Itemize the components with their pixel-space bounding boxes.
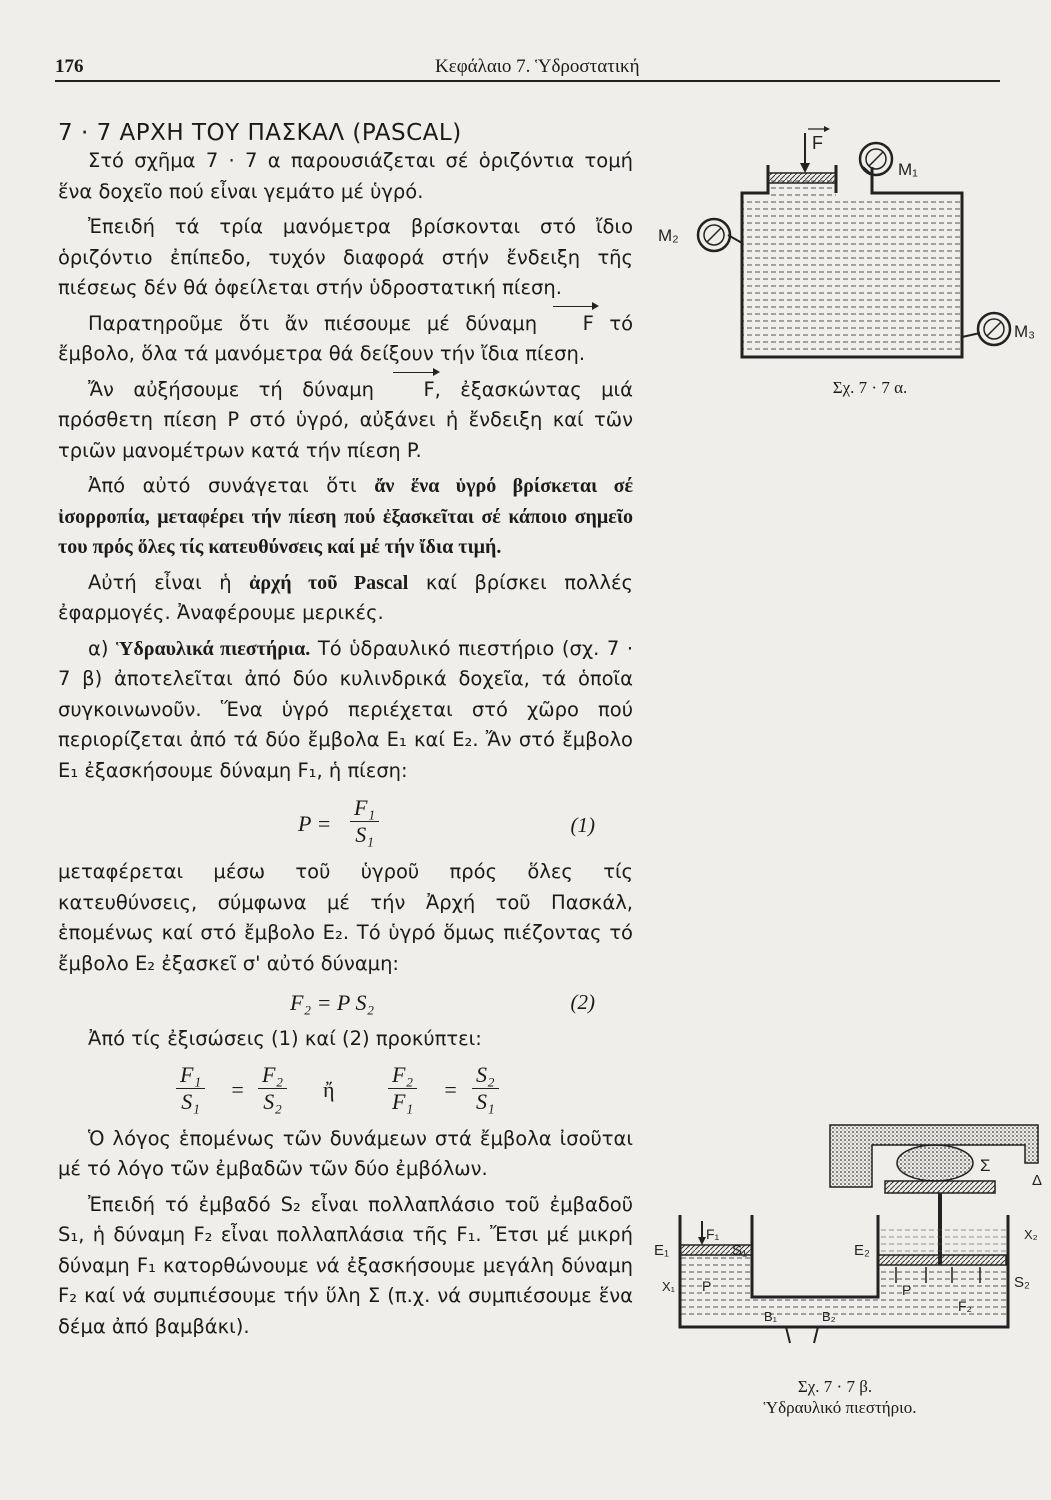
liquid-above-e2 bbox=[878, 1225, 1006, 1255]
force-label-arrowhead bbox=[824, 126, 830, 132]
header-rule bbox=[55, 80, 1000, 82]
p7-body: Τό ὑδραυλικό πιεστήριο (σχ. 7 · 7 β) ἀποτελεῖται ἀπό δύο κυλινδρικά δοχεῖα, τά ὁποῖα συγκοινωνοῦν. Ἕνα ὑγρό περιέχεται στό χῶρο πού περιορίζεται ἀπό τά δύο ἔμβολα E₁ καί E₂. Ἄν στό ἔμβολο E₁ ἐξασκήσουμε δύναμη F₁, ἡ πίεση: bbox=[58, 636, 634, 782]
paragraph-7 bbox=[58, 634, 633, 787]
p3-end: τό ἔμβολο, ὅλα τά μανόμετρα θά δείξουν τήν ἴδια πίεση. bbox=[58, 311, 634, 365]
p7-marker: α) bbox=[88, 636, 109, 660]
figure-7-7a bbox=[650, 115, 1045, 405]
equation-2 bbox=[58, 984, 633, 1024]
m2-label: M₂ bbox=[658, 226, 679, 245]
eq3-frac-2 bbox=[258, 1062, 287, 1115]
eq3-eq-1: = bbox=[230, 1076, 245, 1102]
figure-b-caption-number: Σχ. 7 · 7 β. bbox=[797, 1377, 873, 1396]
press-platform bbox=[885, 1181, 995, 1193]
liquid-small-cylinder bbox=[680, 1255, 752, 1317]
x2-label: X₂ bbox=[1024, 1227, 1038, 1242]
p6-start: Αὐτή εἶναι ἡ bbox=[88, 570, 232, 594]
e2-label: E₂ bbox=[854, 1242, 870, 1259]
m1-needle bbox=[869, 152, 883, 166]
valve-b2 bbox=[814, 1327, 818, 1343]
eq1-den: S₁ bbox=[355, 822, 374, 847]
eq1-num: F₁ bbox=[350, 795, 379, 822]
m2-needle bbox=[707, 228, 721, 242]
delta-label: Δ bbox=[1032, 1172, 1043, 1189]
m3-label: M₃ bbox=[1014, 322, 1036, 341]
p4-start: Ἄν αὐξήσουμε τή δύναμη bbox=[88, 377, 374, 401]
eq3-d2: S₂ bbox=[263, 1088, 282, 1114]
eq3-n3: F₂ bbox=[388, 1062, 417, 1089]
m1-label: M₁ bbox=[898, 160, 918, 179]
eq3-n4: S₂ bbox=[472, 1062, 499, 1089]
figure-b-caption-title: Ὑδραυλικό πιεστήριο. bbox=[763, 1398, 917, 1417]
sigma-label: Σ bbox=[980, 1156, 991, 1175]
paragraph-3 bbox=[58, 309, 633, 370]
f2-label: F₂ bbox=[958, 1298, 972, 1314]
valve-b1 bbox=[786, 1327, 790, 1343]
material-sigma bbox=[897, 1145, 973, 1181]
force-arrowhead bbox=[800, 163, 810, 173]
paragraph-4 bbox=[58, 375, 633, 467]
page-header bbox=[55, 52, 1000, 82]
liquid-large-cylinder bbox=[878, 1265, 1006, 1317]
x1-label: X₁ bbox=[662, 1279, 676, 1294]
s2-label: S₂ bbox=[1014, 1274, 1030, 1291]
b2-label: B₂ bbox=[822, 1309, 836, 1324]
equation-3 bbox=[58, 1060, 633, 1124]
p1-label: P bbox=[702, 1278, 712, 1294]
page-number: 176 bbox=[55, 56, 84, 77]
eq2-label: (2) bbox=[570, 990, 595, 1014]
eq3-frac-4 bbox=[472, 1062, 499, 1115]
paragraph-10: Ὁ λόγος ἑπομένως τῶν δυνάμεων στά ἔμβολα ἰσοῦται μέ τό λόγο τῶν ἐμβαδῶν τῶν δύο ἐμβόλων. bbox=[58, 1126, 633, 1180]
eq3-d4: S₁ bbox=[476, 1088, 495, 1114]
piston-e2 bbox=[878, 1255, 1006, 1265]
hydraulic-press-term: Ὑδραυλικά πιεστήρια. bbox=[116, 637, 311, 660]
eq1-label: (1) bbox=[570, 813, 595, 837]
paragraph-5 bbox=[58, 471, 633, 563]
f1-label: F₁ bbox=[706, 1226, 720, 1242]
figure-7-7b bbox=[640, 1115, 1045, 1375]
eq3-d1: S₁ bbox=[181, 1088, 200, 1114]
p3-start: Παρατηροῦμε ὅτι ἄν πιέσουμε μέ δύναμη bbox=[88, 311, 538, 335]
paragraph-2: Ἐπειδή τά τρία μανόμετρα βρίσκονται στό ἴδιο ὁριζόντιο ἐπίπεδο, τυχόν διαφορά στήν ἔνδειξη τῆς πιέσεως δέν θά ὀφείλεται στήν ὑδροστατική πίεση. bbox=[58, 215, 633, 299]
paragraph-9: Ἀπό τίς ἐξισώσεις (1) καί (2) προκύπτει: bbox=[88, 1027, 482, 1050]
eq3-n2: F₂ bbox=[258, 1062, 287, 1089]
b1-label: B₁ bbox=[764, 1309, 778, 1324]
section-title: 7 · 7 ΑΡΧΗ ΤΟΥ ΠΑΣΚΑΛ (PASCAL) bbox=[58, 120, 462, 146]
m3-tube bbox=[962, 333, 980, 337]
pascal-statement: ἄν ἕνα ὑγρό βρίσκεται σέ ἰσορροπία, μεταφέρει τήν πίεση πού ἐξασκεῖται σέ κάποιο σημεῖο του πρός ὅλες τίς κατευθύνσεις καί μέ τήν ἴδια τιμή. bbox=[58, 475, 634, 558]
eq3-d3: F₁ bbox=[392, 1088, 414, 1114]
piston-a bbox=[768, 173, 836, 183]
force-label: F bbox=[812, 133, 823, 153]
f1-arrowhead bbox=[698, 1237, 706, 1245]
eq3-n1: F₁ bbox=[176, 1062, 205, 1089]
m3-needle bbox=[987, 322, 1001, 336]
paragraph-11: Ἐπειδή τό ἐμβαδό S₂ εἶναι πολλαπλάσιο τοῦ ἐμβαδοῦ S₁, ἡ δύναμη F₂ εἶναι πολλαπλάσια τῆς F₁. Ἔτσι μέ μικρή δύναμη F₁ κατορθώνουμε νά ἐξασκήσουμε μεγάλη δύναμη F₂ καί νά συμπιέσουμε τήν ὕλη Σ (π.χ. νά συμπιέσουμε ἕνα δέμα ἀπό βαμβάκι). bbox=[58, 1192, 633, 1338]
running-title: Κεφάλαιο 7. Ὑδροστατική bbox=[435, 56, 640, 77]
paragraph-1: Στό σχῆμα 7 · 7 α παρουσιάζεται σέ ὁριζόντια τομή ἕνα δοχεῖο πού εἶναι γεμάτο μέ ὑγρό. bbox=[58, 149, 633, 203]
force-vector-f: F bbox=[553, 309, 594, 340]
p6-end: καί βρίσκει πολλές ἐφαρμογές. Ἀναφέρουμε μερικές. bbox=[58, 570, 633, 624]
container-liquid-a bbox=[742, 197, 962, 352]
p4-end: , ἐξασκώντας μιά πρόσθετη πίεση P στό ὑγρό, αὐξάνει ἡ ἔνδειξη καί τῶν τριῶν μανομέτρων κατά τήν πίεση P. bbox=[58, 377, 634, 462]
p2-label: P bbox=[902, 1282, 912, 1298]
eq1-fraction bbox=[350, 795, 379, 848]
equation-1 bbox=[58, 791, 633, 857]
eq3-frac-1 bbox=[176, 1062, 205, 1115]
s1-label: S₁ bbox=[732, 1242, 748, 1259]
force-vector-f-2: F bbox=[393, 375, 434, 406]
figure-a-caption: Σχ. 7 · 7 α. bbox=[832, 378, 908, 397]
e1-label: E₁ bbox=[654, 1242, 670, 1259]
paragraph-8: μεταφέρεται μέσω τοῦ ὑγροῦ πρός ὅλες τίς κατευθύνσεις, σύμφωνα μέ τήν Ἀρχή τοῦ Πασκάλ, ἑπομένως καί στό ἔμβολο E₂. Τό ὑγρό ὅμως πιέζοντας τό ἔμβολο E₂ ἐξασκεῖ σ' αὐτό δύναμη: bbox=[58, 860, 633, 975]
p5-start: Ἀπό αὐτό συνάγεται ὅτι bbox=[88, 474, 357, 497]
eq3-frac-3 bbox=[388, 1062, 417, 1115]
eq1-lhs: P = bbox=[298, 811, 332, 836]
text-column bbox=[58, 120, 633, 1347]
pascal-principle-term: ἀρχή τοῦ Pascal bbox=[249, 571, 409, 594]
eq3-eq-2: = bbox=[443, 1076, 458, 1102]
paragraph-6 bbox=[58, 568, 633, 629]
eq3-or: ἤ bbox=[323, 1076, 335, 1102]
eq2-expr: F₂ = P S₂ bbox=[290, 990, 375, 1015]
